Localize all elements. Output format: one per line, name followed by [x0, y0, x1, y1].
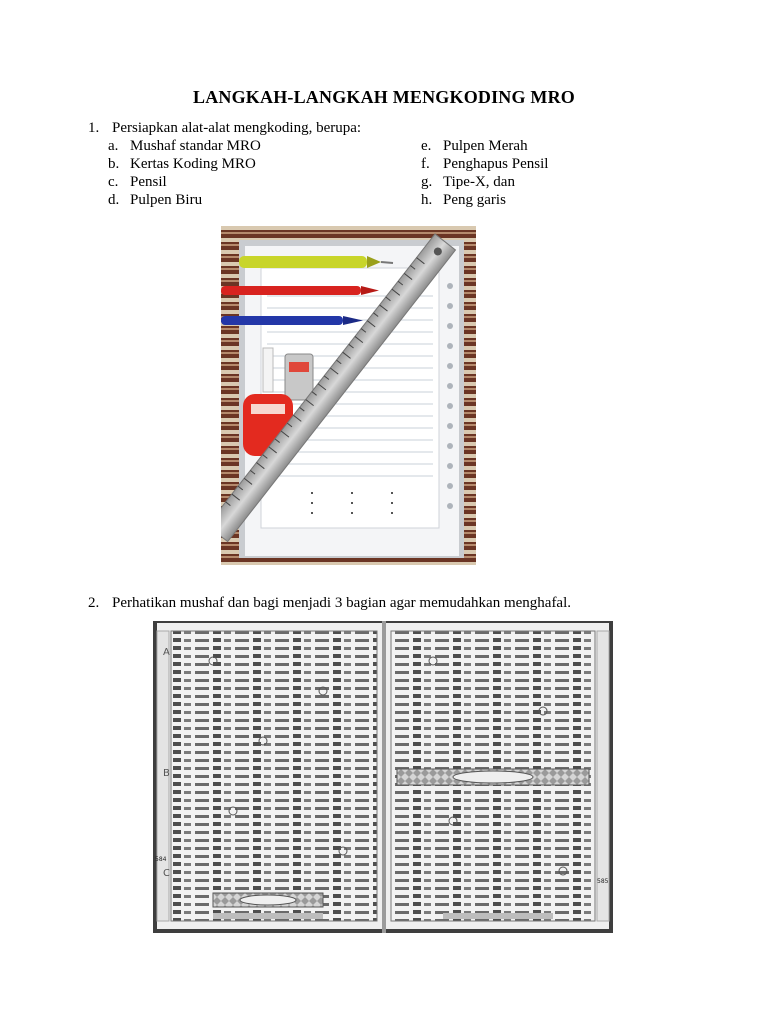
list-label: Pensil	[130, 174, 167, 190]
list-item	[108, 155, 256, 173]
list-label: Kertas Koding MRO	[130, 156, 256, 172]
list-item	[421, 155, 548, 173]
list-item	[108, 137, 261, 155]
page-title: LANGKAH-LANGKAH MENGKODING MRO	[193, 87, 575, 107]
step-1-number: 1.	[88, 120, 100, 136]
list-item	[421, 191, 506, 209]
list-marker: a.	[108, 138, 119, 154]
list-label: Pulpen Merah	[443, 138, 528, 154]
list-marker: b.	[108, 156, 120, 172]
section-marker-b: B	[163, 768, 170, 779]
page-number-right: 585	[597, 878, 609, 885]
step-2-text: Perhatikan mushaf dan bagi menjadi 3 bagian agar memudahkan menghafal.	[112, 595, 572, 611]
section-marker-c: C	[163, 868, 170, 879]
list-label: Pulpen Biru	[130, 192, 203, 208]
mushaf-photo	[153, 621, 613, 933]
list-marker: f.	[421, 156, 430, 172]
list-marker: g.	[421, 174, 433, 190]
list-label: Peng garis	[443, 192, 506, 208]
step-2-number: 2.	[88, 595, 100, 611]
list-item	[421, 137, 528, 155]
list-label: Tipe-X, dan	[443, 174, 515, 190]
list-marker: c.	[108, 174, 119, 190]
list-item	[421, 173, 515, 191]
list-label: Penghapus Pensil	[443, 156, 549, 172]
step-1-text: Persiapkan alat-alat mengkoding, berupa:	[112, 120, 362, 136]
list-label: Mushaf standar MRO	[130, 138, 261, 154]
coding-tools-photo	[221, 226, 476, 565]
list-item	[108, 191, 202, 209]
list-marker: e.	[421, 138, 432, 154]
page-number-left: 584	[155, 856, 167, 863]
list-marker: d.	[108, 192, 120, 208]
section-marker-a: A	[163, 647, 170, 658]
list-item	[108, 173, 167, 191]
list-marker: h.	[421, 192, 433, 208]
